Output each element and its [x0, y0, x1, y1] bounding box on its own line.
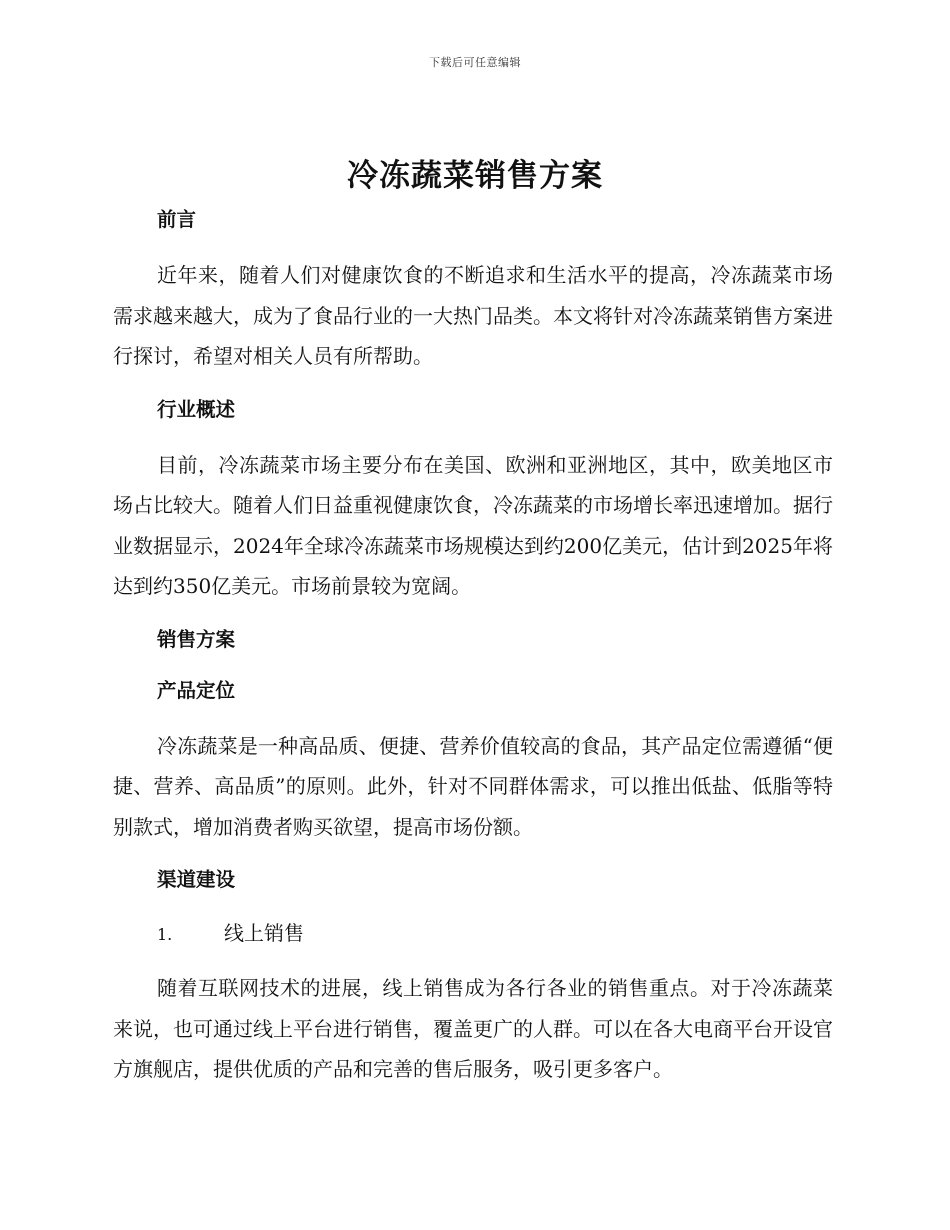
document-body: [113, 202, 833, 1090]
section-heading-industry: 行业概述: [157, 397, 236, 421]
section-heading-positioning: 产品定位: [157, 678, 236, 702]
paragraph-preface: 近年来，随着人们对健康饮食的不断追求和生活水平的提高，冷冻蔬菜市场需求越来越大，成为了食品行业的一大热门品类。本文将针对冷冻蔬菜销售方案进行探讨，希望对相关人员有所帮助。: [113, 263, 833, 368]
paragraph-industry: 目前，冷冻蔬菜市场主要分布在美国、欧洲和亚洲地区，其中，欧美地区市场占比较大。随着人们日益重视健康饮食，冷冻蔬菜的市场增长率迅速增加。据行业数据显示，2024年全球冷冻蔬菜市场规模达到约200亿美元，估计到2025年将达到约350亿美元。市场前景较为宽阔。: [113, 452, 833, 598]
section-heading-sales-plan: 销售方案: [157, 627, 236, 651]
list-item-online-sales: [157, 913, 833, 953]
section-heading-channels: 渠道建设: [157, 868, 236, 891]
header-note: 下载后可任意编辑: [429, 56, 521, 69]
paragraph-online-sales: 随着互联网技术的进展，线上销售成为各行各业的销售重点。对于冷冻蔬菜来说，也可通过线上平台进行销售，覆盖更广的人群。可以在各大电商平台开设官方旗舰店，提供优质的产品和完善的售后服务，吸引更多客户。: [113, 976, 833, 1081]
section-heading-preface: 前言: [157, 208, 197, 231]
paragraph-positioning: 冷冻蔬菜是一种高品质、便捷、营养价值较高的食品，其产品定位需遵循“便捷、营养、高品质”的原则。此外，针对不同群体需求，可以推出低盐、低脂等特别款式，增加消费者购买欲望，提高市场份额。: [113, 733, 833, 839]
document-title: 冷冻蔬菜销售方案: [347, 158, 603, 194]
list-item-label: 线上销售: [224, 921, 304, 945]
list-item-number: 1.: [157, 925, 173, 944]
